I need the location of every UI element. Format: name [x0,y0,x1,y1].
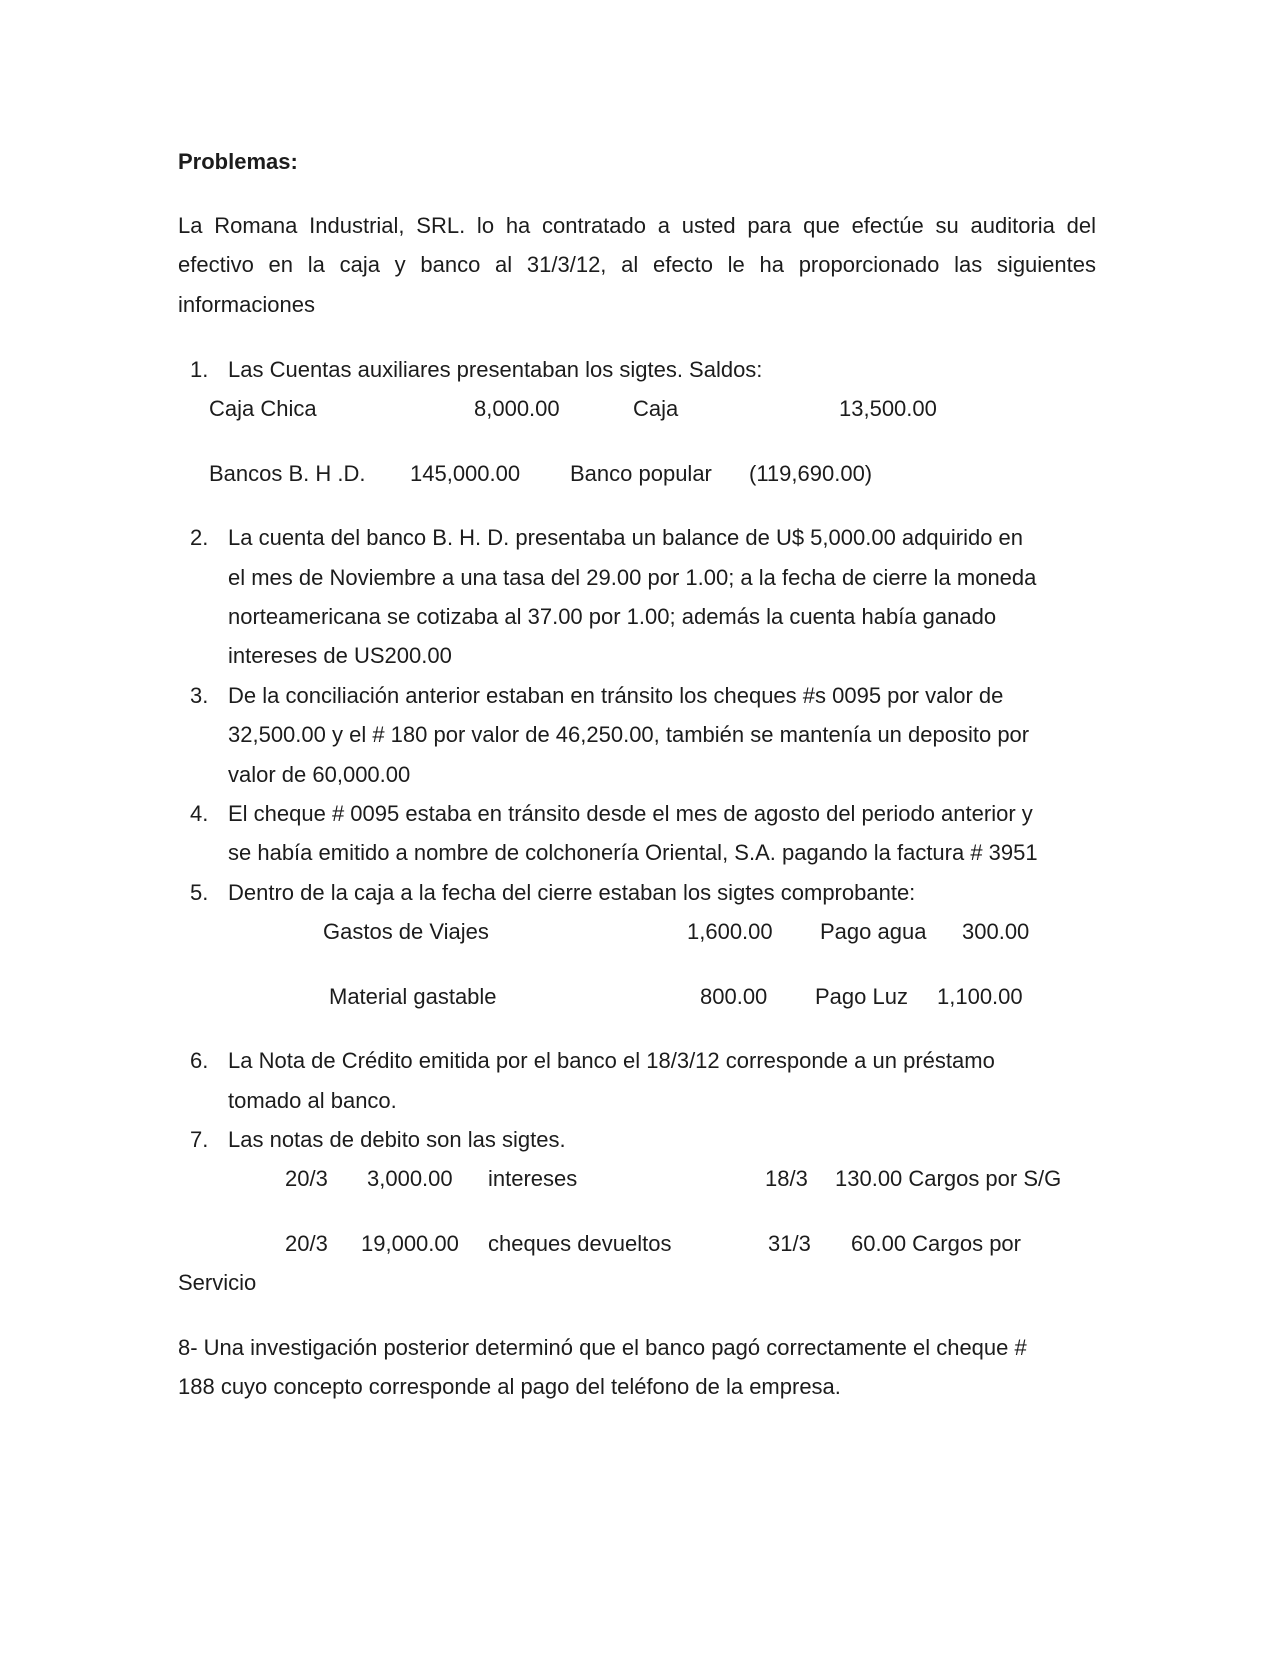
debit-date: 18/3 [765,1166,808,1191]
voucher-label: Pago agua [820,919,927,944]
voucher-label: Material gastable [329,984,497,1009]
item-7-number: 7. [190,1127,209,1152]
debit-amount: 3,000.00 [367,1166,453,1191]
voucher-label: Pago Luz [815,984,908,1009]
item-3-line: De la conciliación anterior estaban en tránsito los cheques #s 0095 por valor de [228,683,1004,708]
balance-label: Bancos B. H .D. [209,461,366,486]
voucher-value: 800.00 [700,984,768,1009]
balance-value: 13,500.00 [839,396,937,421]
voucher-value: 1,100.00 [937,984,1023,1009]
intro-line-1: La Romana Industrial, SRL. lo ha contratado a usted para que efectúe su auditoria del [178,213,1096,238]
item-6-number: 6. [190,1048,209,1073]
balance-value: 8,000.00 [474,396,560,421]
debit-concept: intereses [488,1166,578,1191]
debit-amount: 19,000.00 [361,1231,459,1256]
item-2-line: La cuenta del banco B. H. D. presentaba un balance de U$ 5,000.00 adquirido en [228,525,1024,550]
item-4-line: El cheque # 0095 estaba en tránsito desde el mes de agosto del periodo anterior y [228,801,1033,826]
item-3-line: valor de 60,000.00 [228,762,411,787]
voucher-value: 300.00 [962,919,1030,944]
item-7-text: Las notas de debito son las sigtes. [228,1127,566,1152]
item-2-line: el mes de Noviembre a una tasa del 29.00 por 1.00; a la fecha de cierre la moneda [228,565,1037,590]
debit-amount-concept: 60.00 Cargos por [851,1231,1021,1256]
item-3-number: 3. [190,683,209,708]
item-4-line: se había emitido a nombre de colchonería Oriental, S.A. pagando la factura # 3951 [228,840,1038,865]
balance-label: Caja [633,396,679,421]
item-2-number: 2. [190,525,209,550]
debit-overflow: Servicio [178,1270,257,1295]
balance-value: 145,000.00 [410,461,521,486]
intro-line-2: efectivo en la caja y banco al 31/3/12, al efecto le ha proporcionado las siguientes [178,252,1096,277]
balance-value: (119,690.00) [749,461,873,486]
item-1-text: Las Cuentas auxiliares presentaban los sigtes. Saldos: [228,357,763,382]
balance-label: Caja Chica [209,396,317,421]
item-2-line: intereses de US200.00 [228,643,452,668]
item-5-text: Dentro de la caja a la fecha del cierre estaban los sigtes comprobante: [228,880,916,905]
item-2-line: norteamericana se cotizaba al 37.00 por 1.00; además la cuenta había ganado [228,604,997,629]
item-4-number: 4. [190,801,209,826]
voucher-label: Gastos de Viajes [323,919,489,944]
debit-date: 20/3 [285,1166,328,1191]
debit-date: 20/3 [285,1231,328,1256]
item-6-line: tomado al banco. [228,1088,397,1113]
item-5-number: 5. [190,880,209,905]
item-8-line: 188 cuyo concepto corresponde al pago del teléfono de la empresa. [178,1374,841,1399]
heading: Problemas: [178,149,298,174]
item-6-line: La Nota de Crédito emitida por el banco el 18/3/12 corresponde a un préstamo [228,1048,995,1073]
debit-amount-concept: 130.00 Cargos por S/G [835,1166,1062,1191]
voucher-value: 1,600.00 [687,919,773,944]
debit-concept: cheques devueltos [488,1231,672,1256]
item-1-number: 1. [190,357,209,382]
item-3-line: 32,500.00 y el # 180 por valor de 46,250.00, también se mantenía un deposito por [228,722,1030,747]
item-8-line: 8- Una investigación posterior determinó que el banco pagó correctamente el cheque # [178,1335,1027,1360]
balance-label: Banco popular [570,461,712,486]
intro-line-3: informaciones [178,292,315,317]
debit-date: 31/3 [768,1231,811,1256]
